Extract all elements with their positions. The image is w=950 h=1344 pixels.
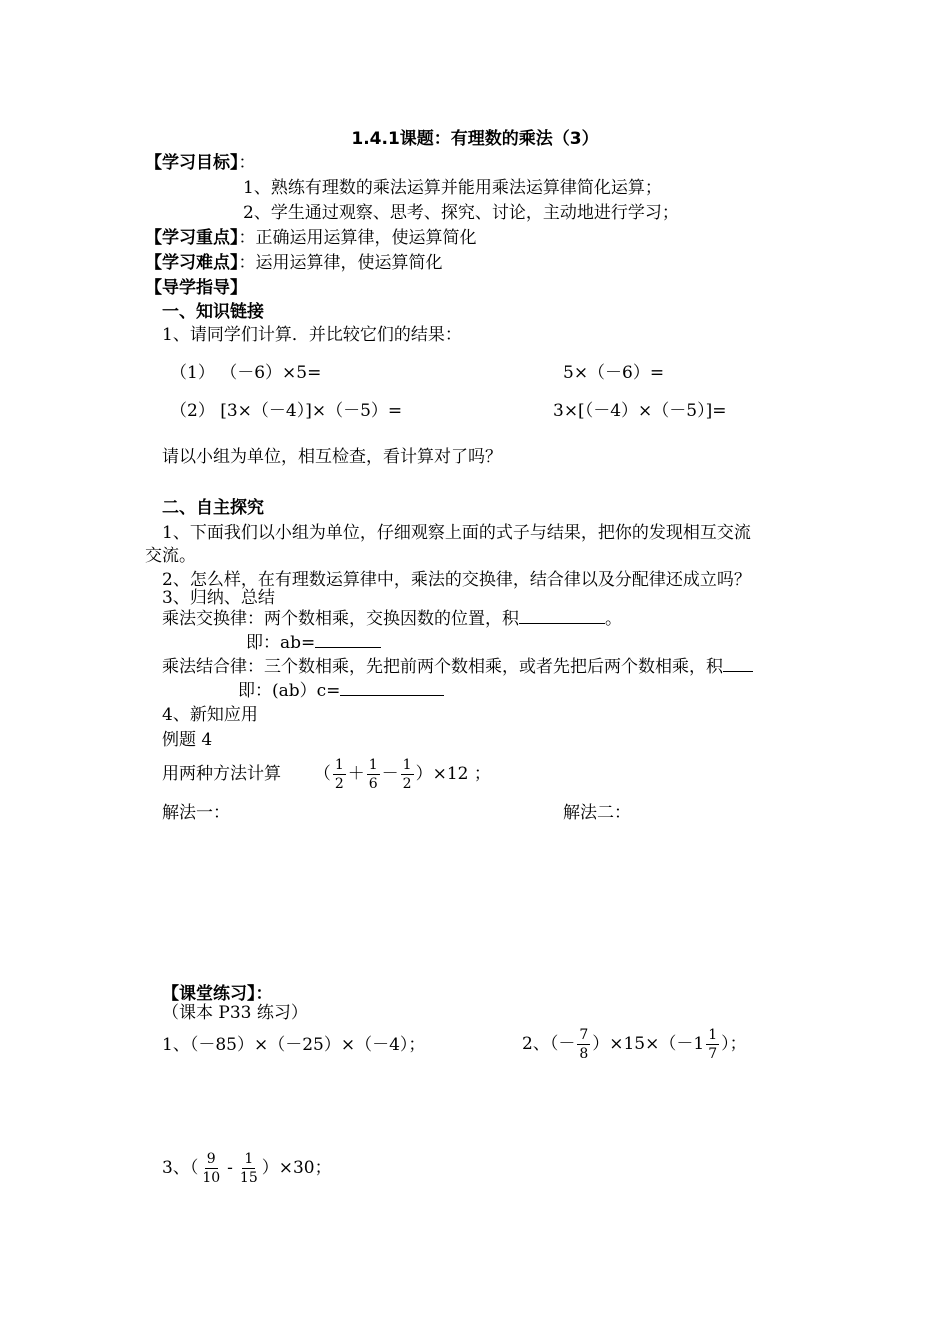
commutative-blank[interactable] — [519, 607, 605, 624]
example-text: 用两种方法计算 — [162, 764, 281, 784]
associative-law — [162, 655, 753, 678]
key-point-heading: 【学习重点】 — [145, 228, 239, 248]
practice-q2 — [522, 1026, 747, 1063]
q2-end: ）； — [721, 1034, 747, 1054]
fraction-1-2-second: $\frac{1}{2}$ — [402, 757, 412, 792]
calc-row2-left: （2） [3×（－4）]×（－5）= — [170, 401, 403, 421]
objectives-heading: 【学习目标】 — [145, 153, 239, 173]
q2-prefix: 2、（－ — [522, 1034, 576, 1054]
example-label: 例题 4 — [162, 730, 213, 750]
q3-end: ）×30； — [261, 1158, 332, 1178]
minus-operator: － — [381, 764, 399, 784]
commutative-end: 。 — [605, 609, 622, 629]
fraction-1-6: $\frac{1}{6}$ — [368, 757, 378, 792]
practice-q1: 1、（－85）×（－25）×（－4）； — [162, 1035, 426, 1055]
key-point-line — [145, 227, 477, 249]
associative-formula-blank[interactable] — [340, 679, 444, 696]
section1-prompt: 1、请同学们计算．并比较它们的结果： — [162, 325, 462, 345]
example-expression — [162, 756, 491, 793]
method-one-label: 解法一： — [162, 803, 230, 823]
example-tail: ）×12 ； — [415, 764, 491, 784]
difficulty-line — [145, 252, 443, 274]
q3-operator: - — [227, 1158, 233, 1178]
q2-middle: ）×15×（－1 — [592, 1034, 705, 1054]
commutative-formula-blank[interactable] — [315, 631, 381, 648]
section2-p1-line2: 交流。 — [145, 546, 196, 566]
fraction-1-2: $\frac{1}{2}$ — [334, 757, 344, 792]
objective-item-2: 2、学生通过观察、思考、探究、讨论，主动地进行学习； — [243, 203, 679, 223]
fraction-1-7: $\frac{1}{7}$ — [708, 1027, 718, 1062]
practice-q3 — [162, 1150, 332, 1187]
commutative-law — [162, 607, 622, 630]
calc-row1-left: （1） （－6）×5= — [170, 363, 322, 383]
calc-row2-right: 3×[（－4）×（－5）]= — [553, 401, 727, 421]
fraction-7-8: $\frac{7}{8}$ — [579, 1027, 589, 1062]
objectives-colon: ： — [238, 153, 256, 173]
method-two-label: 解法二： — [563, 803, 631, 823]
fraction-1-15: $\frac{1}{15}$ — [239, 1151, 258, 1186]
commutative-formula-line — [246, 631, 381, 654]
practice-heading: 【课堂练习】： — [162, 984, 273, 1004]
check-prompt: 请以小组为单位，相互检查，看计算对了吗？ — [162, 447, 502, 467]
section2-p4: 4、新知应用 — [162, 705, 258, 725]
associative-text: 乘法结合律：三个数相乘，先把前两个数相乘，或者先把后两个数相乘，积 — [162, 657, 723, 677]
section2-heading: 二、自主探究 — [162, 498, 264, 518]
objective-item-1: 1、熟练有理数的乘法运算并能用乘法运算律简化运算； — [243, 178, 662, 198]
section1-heading: 一、知识链接 — [162, 302, 264, 322]
q3-prefix: 3、（ — [162, 1158, 199, 1178]
difficulty-text: ：运用运算律，使运算简化 — [238, 253, 443, 273]
section2-p1-line1: 1、下面我们以小组为单位，仔细观察上面的式子与结果，把你的发现相互交流 — [162, 523, 751, 543]
section2-p2: 2、怎么样，在有理数运算律中，乘法的交换律，结合律以及分配律还成立吗？ — [162, 570, 751, 590]
difficulty-heading: 【学习难点】 — [145, 253, 239, 273]
objectives-line — [145, 152, 256, 174]
page-title: 1.4.1课题：有理数的乘法（3） — [351, 129, 599, 149]
section2-p3: 3、归纳、总结 — [162, 588, 275, 608]
commutative-text: 乘法交换律：两个数相乘，交换因数的位置，积 — [162, 609, 519, 629]
associative-blank[interactable] — [723, 655, 753, 672]
key-point-text: ：正确运用运算律，使运算简化 — [238, 228, 477, 248]
practice-source: （课本 P33 练习） — [162, 1003, 308, 1023]
guide-heading: 【导学指导】 — [145, 278, 247, 298]
associative-formula-line — [238, 679, 444, 702]
associative-formula: 即：(ab）c= — [238, 681, 341, 701]
calc-row1-right: 5×（－6）= — [563, 363, 665, 383]
plus-operator: ＋ — [347, 764, 365, 784]
example-open-paren: （ — [313, 764, 331, 784]
fraction-9-10: $\frac{9}{10}$ — [202, 1151, 221, 1186]
commutative-formula: 即：ab= — [246, 633, 316, 653]
